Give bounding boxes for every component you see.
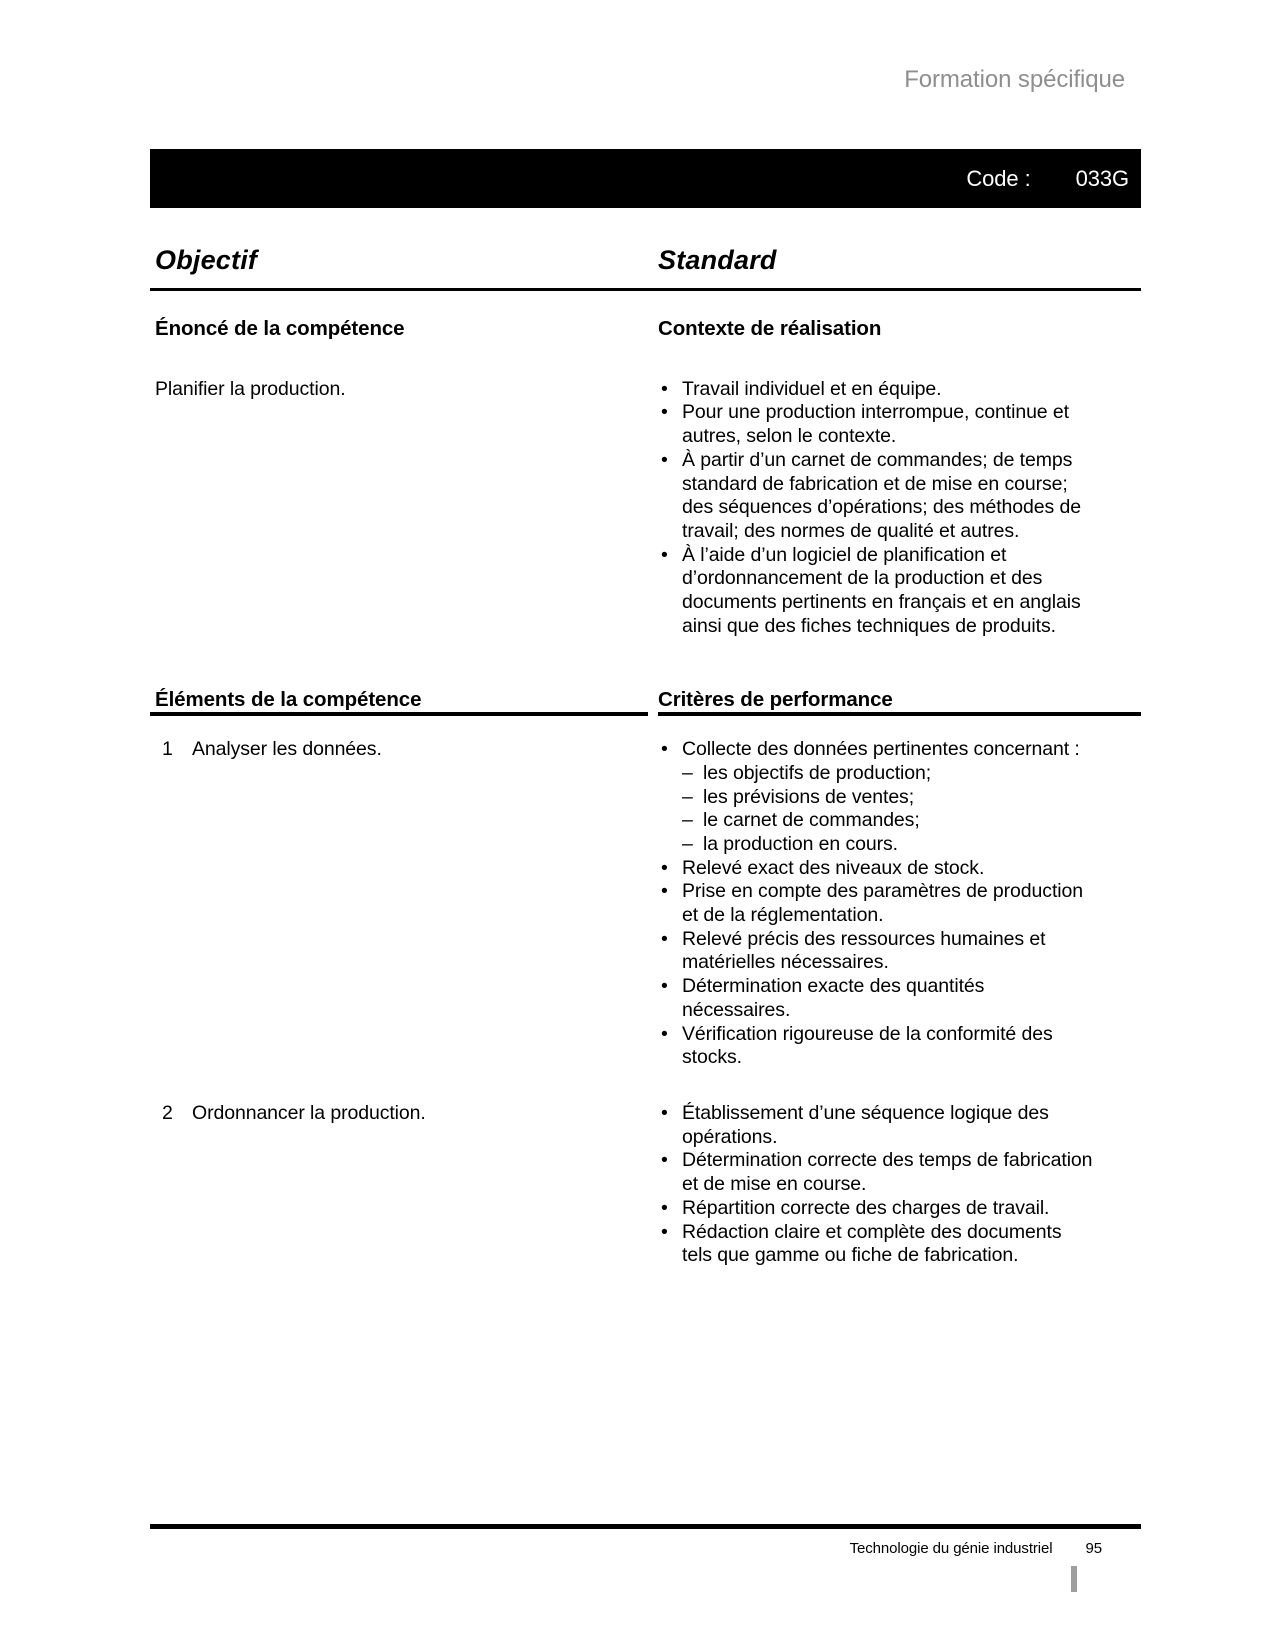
elements-heading-cell (150, 688, 648, 716)
contexte-bullet-list (658, 378, 1141, 639)
competence-element-row (150, 1102, 1141, 1268)
code-value: 033G (1075, 165, 1129, 191)
code-bar (150, 149, 1141, 208)
criteres-heading: Critères de performance (658, 688, 893, 712)
criterion-text: Relevé précis des ressources humaines et matérielles nécessaires. (682, 927, 1046, 974)
bullet-text: Pour une production interrompue, continue et autres, selon le contexte. (682, 401, 1069, 448)
criterion-item (658, 975, 1141, 1022)
bullet-item (658, 544, 1141, 639)
competence-element-row (150, 738, 1141, 1070)
criterion-text: Relevé exact des niveaux de stock. (682, 856, 985, 879)
table-title-row (150, 244, 1141, 291)
element-text: Ordonnancer la production. (192, 1101, 426, 1124)
page-footer (850, 1540, 1102, 1558)
footer-divider (150, 1524, 1141, 1529)
criterion-item (658, 857, 1141, 881)
code-label: Code : (966, 165, 1031, 191)
criteres-heading-cell (658, 688, 1141, 716)
criteria-list (658, 738, 1141, 1070)
elements-heading: Éléments de la compétence (155, 688, 422, 712)
competence-statement: Planifier la production. (155, 377, 346, 400)
criterion-item (658, 1149, 1141, 1196)
criteria-cell (658, 1102, 1141, 1268)
contexte-heading: Contexte de réalisation (658, 317, 882, 340)
page-header-label: Formation spécifique (904, 66, 1125, 93)
criterion-sub-item (682, 762, 1141, 786)
bullet-item (658, 449, 1141, 544)
criterion-sub-item (682, 786, 1141, 810)
criterion-item (658, 1197, 1141, 1221)
bullet-text: À partir d’un carnet de commandes; de temps standard de fabrication et de mise en course; des séquences d’opérations; des méthodes de travail; des normes de qualité et autres. (682, 448, 1081, 542)
sub-item-text: la production en cours. (703, 832, 898, 855)
criterion-item (658, 880, 1141, 927)
element-number: 2 (162, 1101, 173, 1124)
enonce-heading: Énoncé de la compétence (155, 317, 405, 340)
criterion-sub-item (682, 833, 1141, 857)
criterion-text: Répartition correcte des charges de travail. (682, 1196, 1050, 1219)
criterion-sub-list (682, 762, 1141, 857)
bullet-text: Travail individuel et en équipe. (682, 377, 942, 400)
criterion-item (658, 738, 1141, 857)
contexte-cell (658, 317, 1141, 638)
enonce-cell (150, 317, 648, 638)
objective-standard-table (150, 244, 1141, 1268)
criterion-text: Prise en compte des paramètres de production et de la réglementation. (682, 880, 1083, 927)
criterion-text: Vérification rigoureuse de la conformité des stocks. (682, 1022, 1053, 1069)
criterion-text: Établissement d’une séquence logique des opérations. (682, 1101, 1049, 1148)
page-edge-mark (1071, 1566, 1077, 1592)
criterion-item (658, 928, 1141, 975)
bullet-item (658, 401, 1141, 448)
criterion-text: Rédaction claire et complète des documents tels que gamme ou fiche de fabrication. (682, 1220, 1062, 1267)
bullet-item (658, 378, 1141, 402)
criterion-text: Détermination exacte des quantités nécessaires. (682, 975, 985, 1021)
footer-page-number: 95 (1085, 1540, 1102, 1557)
bullet-text: À l’aide d’un logiciel de planification et d’ordonnancement de la production et des documents pertinents en français et en anglais ainsi que des fiches techniques de produits. (682, 543, 1081, 637)
criterion-item (658, 1102, 1141, 1149)
criteria-list (658, 1102, 1141, 1268)
element-label (150, 738, 648, 1070)
element-text: Analyser les données. (192, 738, 382, 761)
criterion-item (658, 1023, 1141, 1070)
element-number: 1 (162, 738, 173, 761)
criterion-text: Collecte des données pertinentes concernant : (682, 738, 1080, 761)
criterion-item (658, 1221, 1141, 1268)
criterion-sub-item (682, 809, 1141, 833)
sub-item-text: le carnet de commandes; (703, 809, 920, 832)
element-label (150, 1102, 648, 1268)
standard-column-title: Standard (658, 245, 777, 275)
sub-item-text: les prévisions de ventes; (703, 785, 915, 808)
criterion-text: Détermination correcte des temps de fabrication et de mise en course. (682, 1149, 1093, 1196)
sub-item-text: les objectifs de production; (703, 761, 932, 784)
objectif-column-title: Objectif (155, 245, 258, 275)
criteria-cell (658, 738, 1141, 1070)
footer-section-label: Technologie du génie industriel (849, 1540, 1053, 1557)
competence-row (150, 317, 1141, 638)
elements-criteres-header-row (150, 688, 1141, 716)
